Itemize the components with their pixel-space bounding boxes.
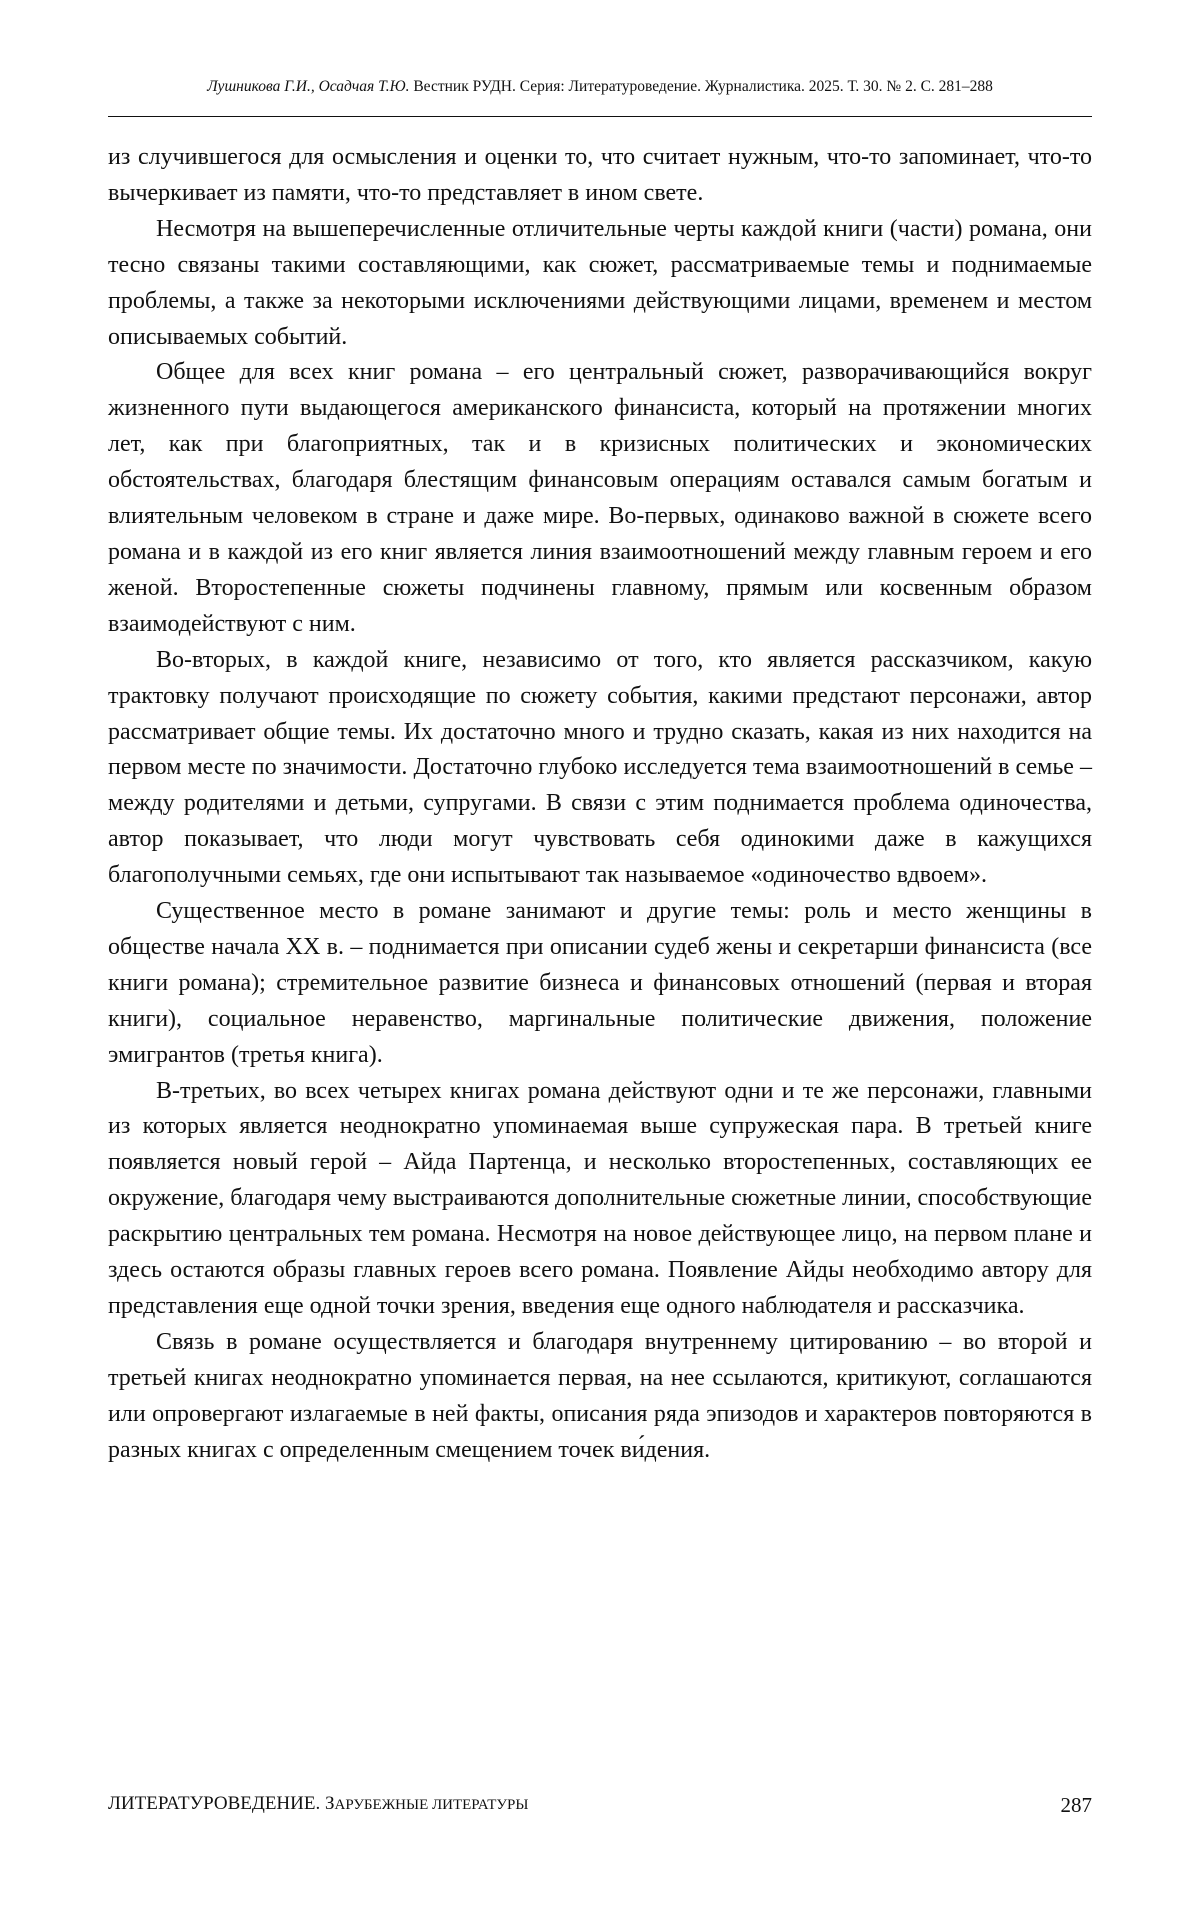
header-citation: Вестник РУДН. Серия: Литературоведение. Журналистика. 2025. Т. 30. № 2. С. 281–288 [413, 78, 993, 95]
footer-section-sub-rest: АРУБЕЖНЫЕ ЛИТЕРАТУРЫ [335, 1797, 529, 1813]
paragraph: В-третьих, во всех четырех книгах романа действуют одни и те же персо­нажи, главными из которых является неоднократно упоминаемая выше супру­жеская пара. В третьей книге появляется новый герой – Айда Партенца, и не­сколько второстепенных, составляющих ее окружение, благодаря чему выстраиваются дополнительные сюжетные линии, способствующие раскры­тию центральных тем романа. Несмотря на новое действующее лицо, на пер­вом плане и здесь остаются образы главных героев всего романа. Появление Айды необходимо автору для представления еще одной точки зрения, введе­ния еще одного наблюдателя и рассказчика. [108, 1074, 1092, 1325]
footer-section-sub-initial: З [325, 1793, 335, 1814]
article-body [108, 140, 1092, 1469]
header-authors: Лушникова Г.И., Осадчая Т.Ю. [207, 78, 409, 95]
page-number: 287 [1061, 1793, 1093, 1818]
running-header [108, 78, 1092, 96]
paragraph: Во-вторых, в каждой книге, независимо от того, кто является рассказчи­ком, какую трактовку получают происходящие по сюжету события, какими предстают персонажи, автор рассматривает общие темы. Их достаточно мно­го и трудно сказать, какая из них находится на первом месте по значимости. Достаточно глубоко исследуется тема взаимоотношений в семье – между ро­дителями и детьми, супругами. В связи с этим поднимается проблема одино­чества, автор показывает, что люди могут чувствовать себя одинокими даже в кажущихся благополучными семьях, где они испытывают так называемое «одиночество вдвоем». [108, 643, 1092, 894]
footer-section-main: ЛИТЕРАТУРОВЕДЕНИЕ. [108, 1793, 320, 1814]
paragraph: Связь в романе осуществляется и благодаря внутреннему цитированию – во второй и третьей книгах неоднократно упоминается первая, на нее ссыла­ются, критикуют, соглашаются или опровергают излагаемые в ней факты, описания ряда эпизодов и характеров повторяются в разных книгах с опреде­ленным смещением точек ви́дения. [108, 1325, 1092, 1469]
header-rule [108, 116, 1092, 117]
footer-section-title [108, 1793, 528, 1815]
paragraph-continuation: из случившегося для осмысления и оценки то, что считает нужным, что-то запоминает, что-то вычеркивает из памяти, что-то представляет в ином свете. [108, 140, 1092, 212]
paragraph: Общее для всех книг романа – его центральный сюжет, разворачивающийся вокруг жизненного пути выдающегося американского финансиста, который на протяжении многих лет, как при благоприятных, так и в кризисных политиче­ских и экономических обстоятельствах, благодаря блестящим финансовым опе­рациям оставался самым богатым и влиятельным человеком в стране и даже мире. Во-первых, одинаково важной в сюжете всего романа и в каждой из его книг является линия взаимоотношений между главным героем и его женой. Второстепенные сюжеты подчинены главному, прямым или косвенным обра­зом взаимодействуют с ним. [108, 355, 1092, 642]
paragraph: Существенное место в романе занимают и другие темы: роль и место женщины в обществе начала XX в. – поднимается при описании судеб жены и секретарши финансиста (все книги романа); стремительное развитие биз­неса и финансовых отношений (первая и вторая книги), социальное нера­венство, маргинальные политические движения, положение эмигрантов (тре­тья книга). [108, 894, 1092, 1074]
paragraph: Несмотря на вышеперечисленные отличительные черты каждой книги (части) романа, они тесно связаны такими составляющими, как сюжет, рас­сматриваемые темы и поднимаемые проблемы, а также за некоторыми исклю­чениями действующими лицами, временем и местом описываемых событий. [108, 212, 1092, 356]
